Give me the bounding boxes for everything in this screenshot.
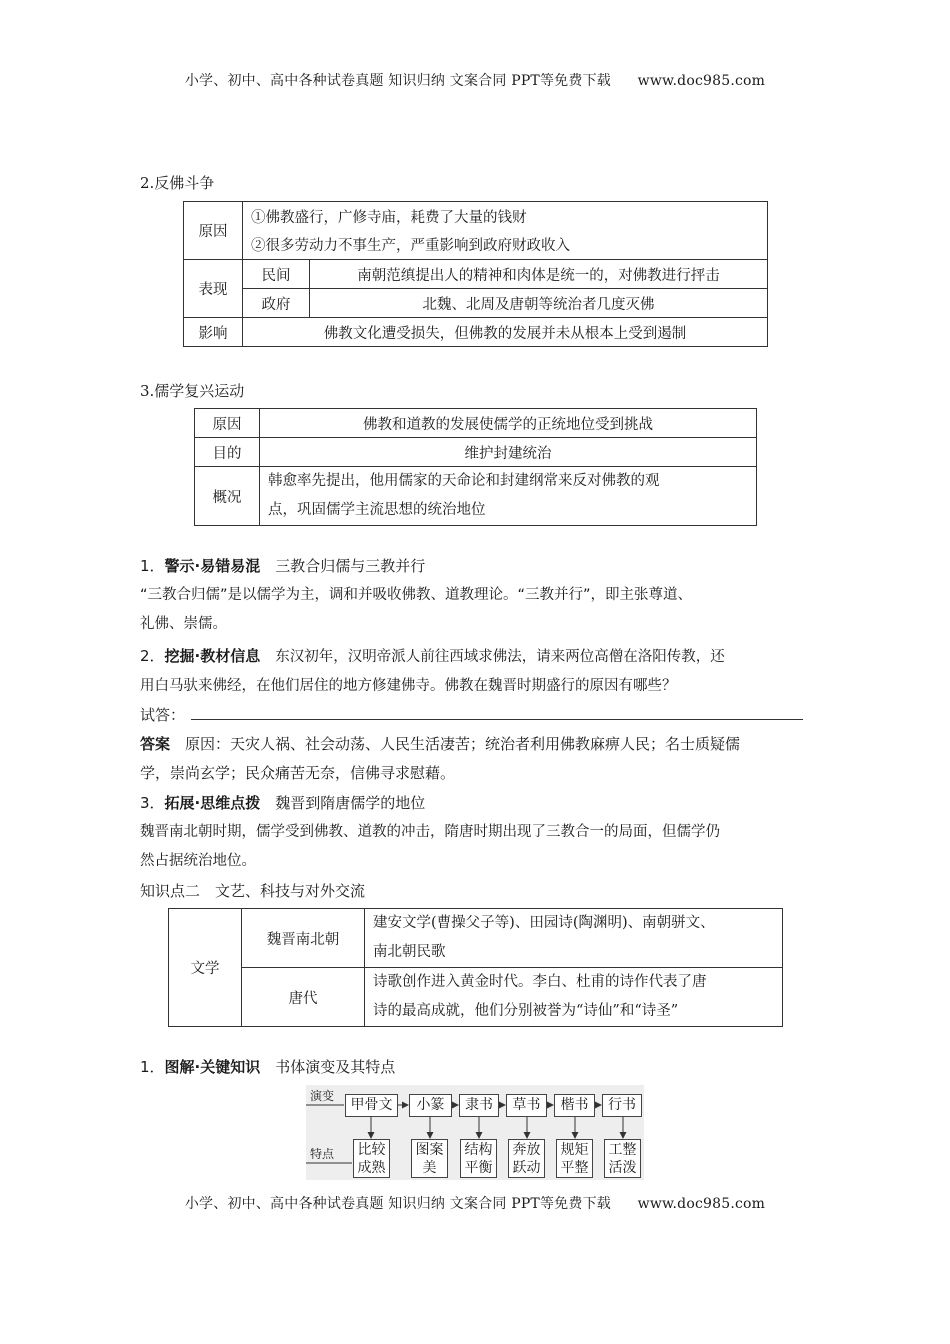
footer-text: 小学、初中、高中各种试卷真题 知识归纳 文案合同 PPT等免费下载 xyxy=(184,1196,611,1212)
government-label: 政府 xyxy=(243,289,310,318)
tang-line-2: 诗的最高成就，他们分别被誉为“诗仙”和“诗圣” xyxy=(373,1003,679,1019)
script-running: 行书 xyxy=(602,1094,642,1117)
header-site: www.doc985.com xyxy=(637,73,766,89)
textbook-line-1: 东汉初年，汉明帝派人前往西域求佛法，请来两位高僧在洛阳传教，还 xyxy=(275,649,725,665)
feature-regular xyxy=(556,1139,593,1178)
warning-line-1: “三教合归儒”是以儒学为主，调和并吸收佛教、道教理论。“三教并行”，即主张尊道、 xyxy=(140,587,693,603)
feature-line: 跃动 xyxy=(512,1160,541,1176)
expand-line-1: 魏晋南北朝时期，儒学受到佛教、道教的冲击，隋唐时期出现了三教合一的局面，但儒学仍 xyxy=(140,824,720,840)
footer-site: www.doc985.com xyxy=(637,1196,766,1212)
reason-item-1: ①佛教盛行，广修寺庙，耗费了大量的钱财 xyxy=(243,202,768,231)
expand-title: 魏晋到隋唐儒学的地位 xyxy=(275,794,426,812)
feature-oracle-bone xyxy=(353,1139,390,1178)
section-title-confucian-revival: 3.儒学复兴运动 xyxy=(140,382,245,400)
feature-line: 奔放 xyxy=(512,1142,541,1158)
literature-label: 文学 xyxy=(169,909,242,1027)
performance-label: 表现 xyxy=(184,260,243,318)
government-text: 北魏、北周及唐朝等统治者几度灭佛 xyxy=(310,289,768,318)
goal-text: 维护封建统治 xyxy=(260,438,757,467)
feature-line: 平整 xyxy=(560,1160,589,1176)
evolution-label: 演变 xyxy=(310,1089,335,1103)
feature-line: 活泼 xyxy=(608,1160,637,1176)
knowledge-point-2-title: 知识点二 文艺、科技与对外交流 xyxy=(140,882,366,900)
expand-block xyxy=(140,789,812,876)
impact-text: 佛教文化遭受损失，但佛教的发展并未从根本上受到遏制 xyxy=(243,318,768,347)
feature-running xyxy=(604,1139,641,1178)
tang-line-1: 诗歌创作进入黄金时代。李白、杜甫的诗作代表了唐 xyxy=(373,974,707,990)
script-clerical: 隶书 xyxy=(459,1094,499,1117)
feature-clerical xyxy=(460,1139,497,1178)
feature-label: 特点 xyxy=(310,1147,335,1161)
script-small-seal: 小篆 xyxy=(409,1094,452,1117)
answer-line-2: 学，崇尚玄学；民众痛苦无奈，信佛寻求慰藉。 xyxy=(140,764,456,782)
overview-line-1: 韩愈率先提出，他用儒家的天命论和封建纲常来反对佛教的观 xyxy=(268,473,660,489)
page-footer xyxy=(0,1193,950,1213)
warning-label: 警示·易错易混 xyxy=(164,557,261,575)
expand-line-2: 然占据统治地位。 xyxy=(140,853,256,869)
script-cursive: 草书 xyxy=(506,1094,547,1117)
answer-blank-line[interactable] xyxy=(191,705,803,720)
feature-line: 工整 xyxy=(608,1142,637,1158)
diagram-label: 图解·关键知识 xyxy=(164,1058,261,1076)
reason-label: 原因 xyxy=(184,202,243,260)
overview-line-2: 点，巩固儒学主流思想的统治地位 xyxy=(268,502,486,518)
reason-item-2: ②很多劳动力不事生产，严重影响到政府财政收入 xyxy=(243,231,768,260)
feature-cursive xyxy=(508,1139,545,1178)
diagram-block-title xyxy=(140,1056,395,1077)
feature-line: 图案 xyxy=(415,1142,444,1158)
warning-title: 三教合归儒与三教并行 xyxy=(275,557,426,575)
literature-table xyxy=(168,908,783,1027)
warning-block xyxy=(140,552,812,639)
tang-text xyxy=(365,968,783,1027)
revival-reason-text: 佛教和道教的发展使儒学的正统地位受到挑战 xyxy=(260,409,757,438)
tang-label: 唐代 xyxy=(242,968,365,1027)
answer-line-1: 原因：天灾人祸、社会动荡、人民生活凄苦；统治者利用佛教麻痹人民；名士质疑儒 xyxy=(185,735,741,753)
feature-small-seal xyxy=(411,1139,448,1178)
warning-line-2: 礼佛、崇儒。 xyxy=(140,616,227,632)
overview-text xyxy=(260,467,757,526)
impact-label: 影响 xyxy=(184,318,243,347)
section-title-anti-buddhism: 2.反佛斗争 xyxy=(140,174,215,192)
expand-num: 3． xyxy=(140,794,165,812)
folk-text: 南朝范缜提出人的精神和肉体是统一的，对佛教进行抨击 xyxy=(310,260,768,289)
script-oracle-bone: 甲骨文 xyxy=(345,1094,398,1117)
feature-line: 规矩 xyxy=(560,1142,589,1158)
try-answer-label: 试答： xyxy=(140,706,186,724)
feature-line: 美 xyxy=(422,1160,437,1176)
textbook-block xyxy=(140,642,812,788)
answer-label: 答案 xyxy=(140,735,171,753)
textbook-label: 挖掘·教材信息 xyxy=(164,647,261,665)
feature-line: 比较 xyxy=(357,1142,386,1158)
wei-jin-line-2: 南北朝民歌 xyxy=(373,944,446,960)
textbook-num: 2． xyxy=(140,647,165,665)
diagram-num: 1． xyxy=(140,1058,165,1076)
script-evolution-diagram xyxy=(306,1085,644,1180)
confucian-revival-table xyxy=(194,408,757,526)
page-header xyxy=(0,70,950,90)
wei-jin-label: 魏晋南北朝 xyxy=(242,909,365,968)
revival-reason-label: 原因 xyxy=(195,409,260,438)
diagram-title: 书体演变及其特点 xyxy=(275,1058,396,1076)
expand-label: 拓展·思维点拨 xyxy=(164,794,261,812)
feature-line: 平衡 xyxy=(464,1160,493,1176)
goal-label: 目的 xyxy=(195,438,260,467)
anti-buddhism-table xyxy=(183,201,768,347)
textbook-line-2: 用白马驮来佛经，在他们居住的地方修建佛寺。佛教在魏晋时期盛行的原因有哪些？ xyxy=(140,678,677,694)
script-regular: 楷书 xyxy=(554,1094,595,1117)
wei-jin-line-1: 建安文学(曹操父子等)、田园诗(陶渊明)、南朝骈文、 xyxy=(373,915,715,931)
wei-jin-text xyxy=(365,909,783,968)
feature-line: 结构 xyxy=(464,1142,493,1158)
overview-label: 概况 xyxy=(195,467,260,526)
folk-label: 民间 xyxy=(243,260,310,289)
warning-num: 1． xyxy=(140,557,165,575)
header-text: 小学、初中、高中各种试卷真题 知识归纳 文案合同 PPT等免费下载 xyxy=(184,73,611,89)
feature-line: 成熟 xyxy=(357,1160,386,1176)
